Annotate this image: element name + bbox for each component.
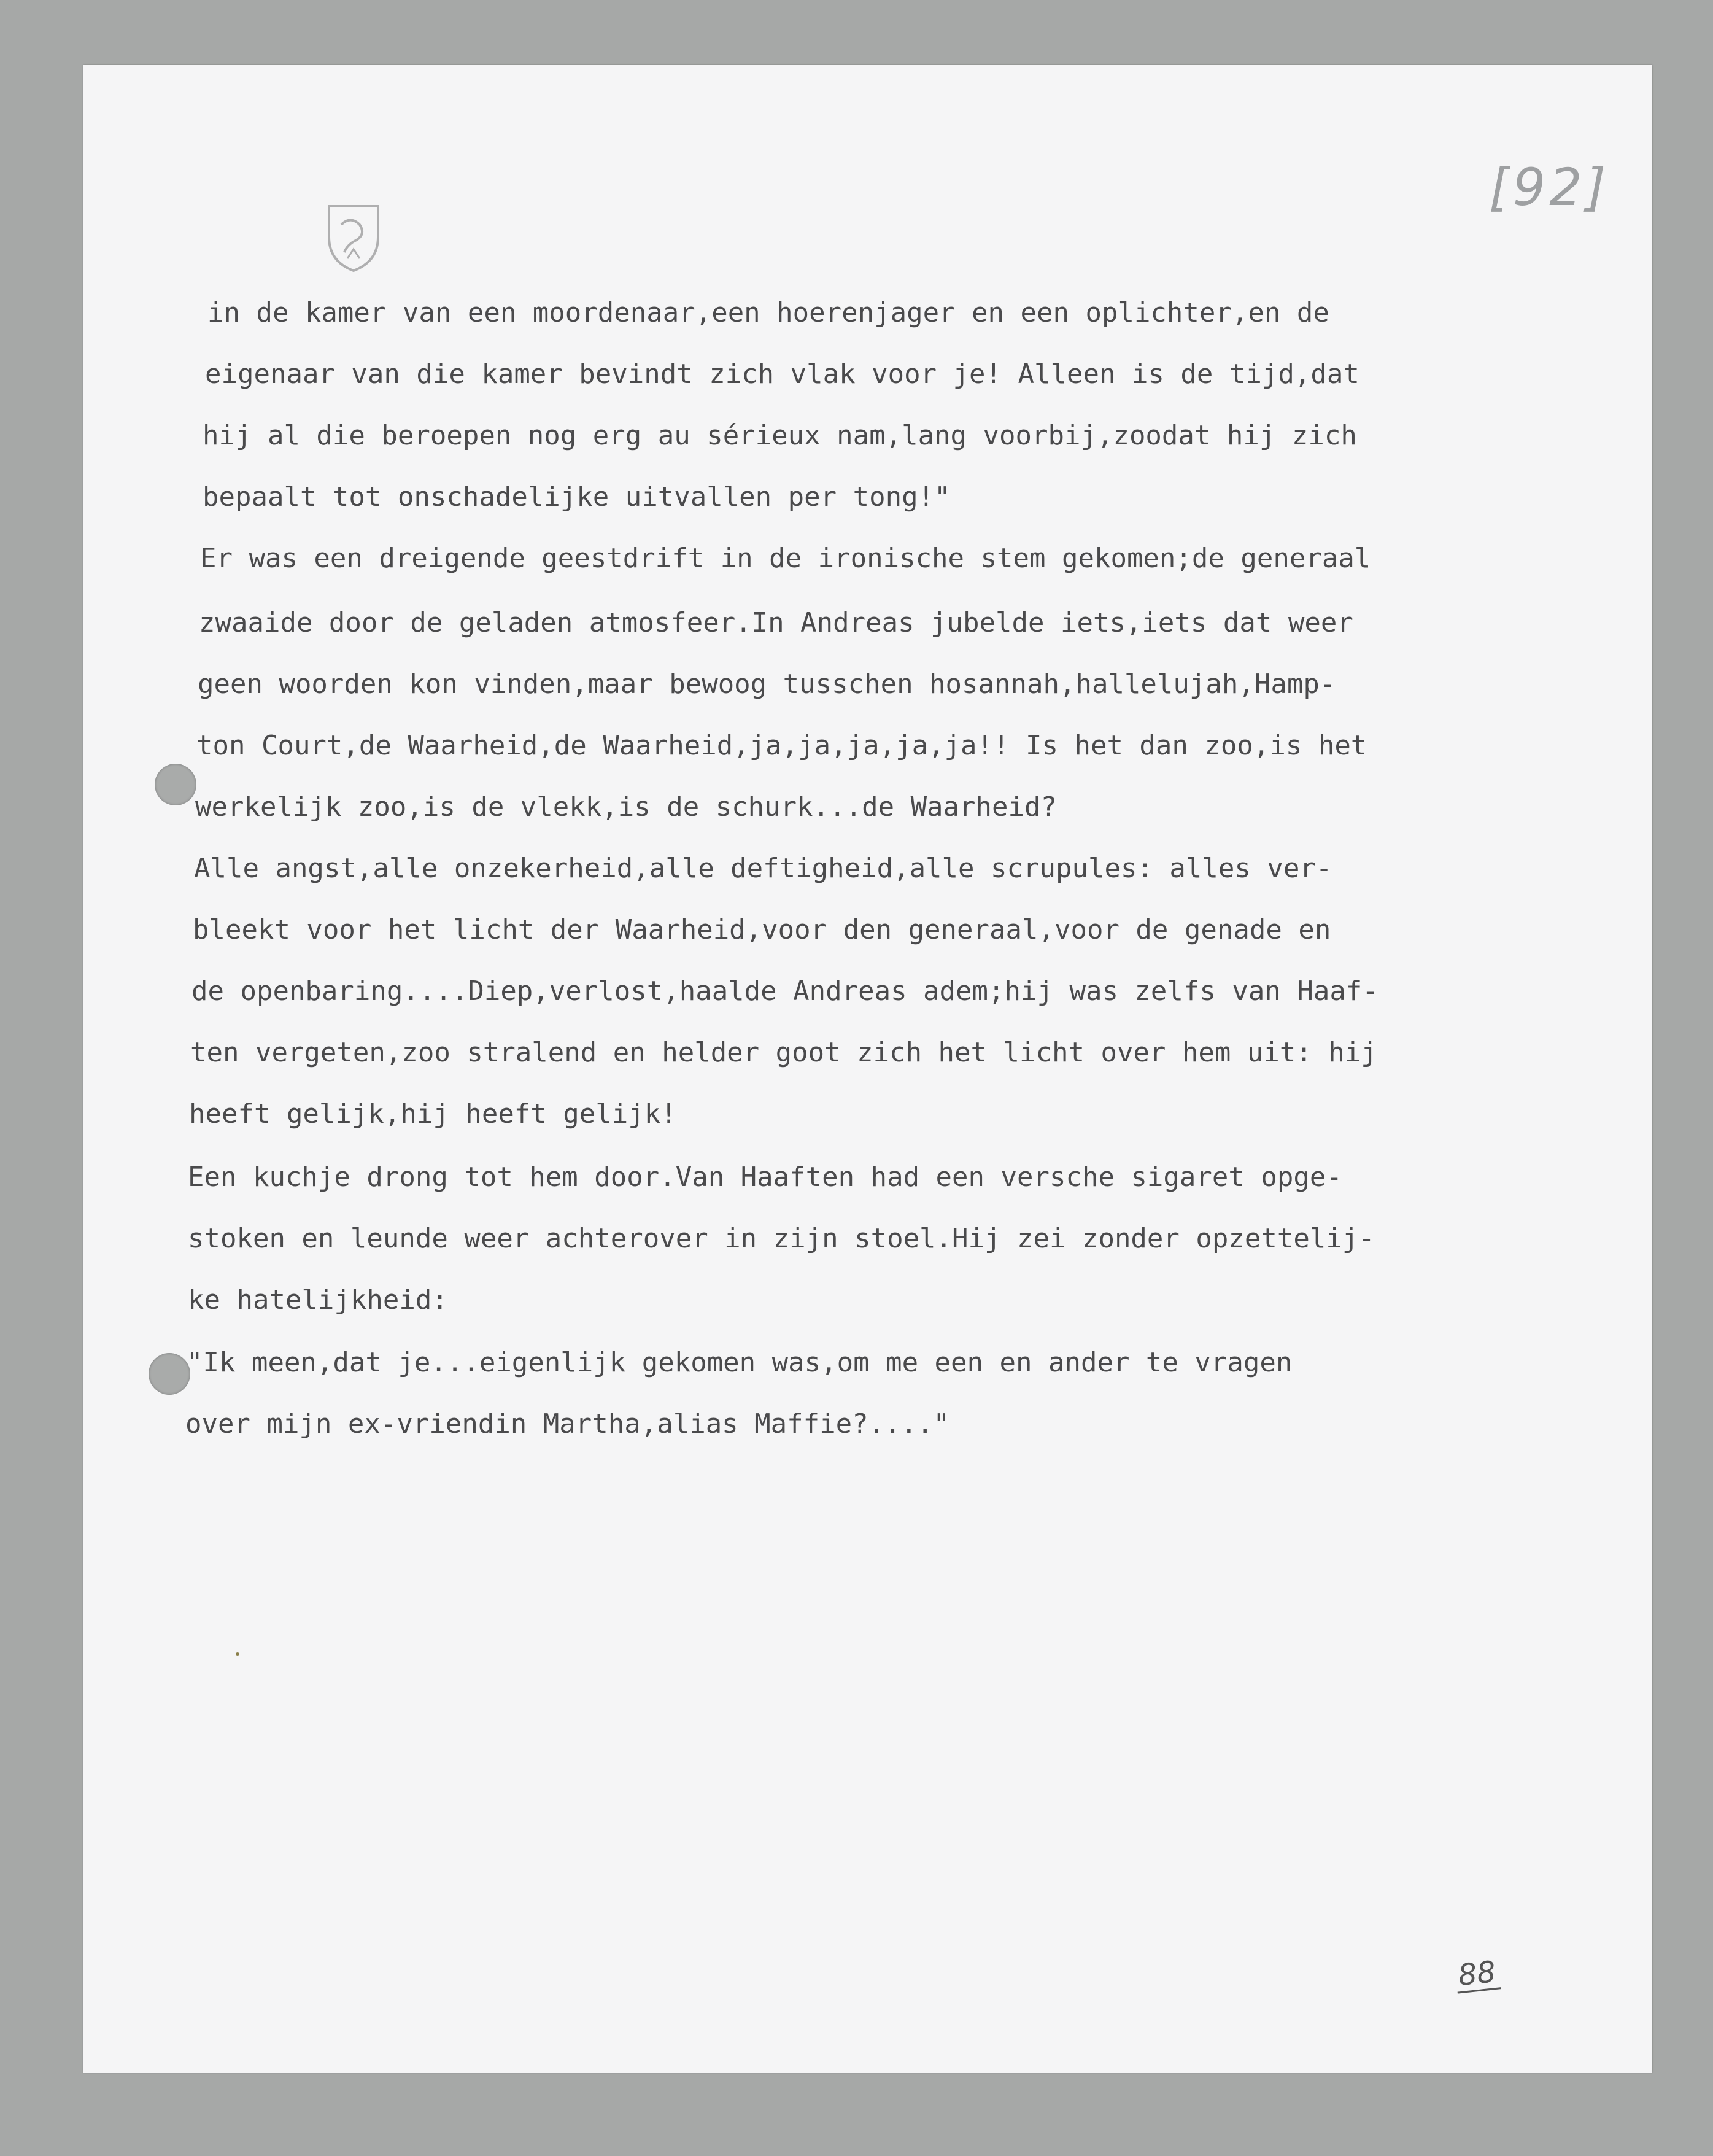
- archive-folio-number: [92]: [1489, 157, 1610, 217]
- text-line: eigenaar van die kamer bevindt zich vlak voor je! Alleen is de tijd,dat: [205, 359, 1359, 390]
- text-line: geen woorden kon vinden,maar bewoog tusschen hosannah,hallelujah,Hamp-: [198, 669, 1336, 700]
- text-line: stoken en leunde weer achterover in zijn stoel.Hij zei zonder opzettelij-: [188, 1223, 1375, 1254]
- text-line: ton Court,de Waarheid,de Waarheid,ja,ja,ja,ja,ja!! Is het dan zoo,is het: [196, 730, 1367, 761]
- page-number: 88: [1454, 1956, 1501, 1993]
- ink-speck: [236, 1652, 239, 1656]
- text-line: bleekt voor het licht der Waarheid,voor den generaal,voor de genade en: [193, 914, 1331, 945]
- text-line: bepaalt tot onschadelijke uitvallen per tong!": [203, 481, 951, 513]
- text-line: hij al die beroepen nog erg au sérieux nam,lang voorbij,zoodat hij zich: [203, 420, 1357, 451]
- text-line: Alle angst,alle onzekerheid,alle deftigheid,alle scrupules: alles ver-: [194, 853, 1332, 884]
- text-line: de openbaring....Diep,verlost,haalde Andreas adem;hij was zelfs van Haaf-: [191, 975, 1379, 1007]
- text-line: zwaaide door de geladen atmosfeer.In Andreas jubelde iets,iets dat weer: [199, 607, 1353, 638]
- punch-hole-lower: [149, 1353, 190, 1395]
- text-line: in de kamer van een moordenaar,een hoerenjager en een oplichter,en de: [207, 297, 1329, 328]
- text-line: Er was een dreigende geestdrift in de ironische stem gekomen;de generaal: [200, 543, 1371, 574]
- text-line: werkelijk zoo,is de vlekk,is de schurk...de Waarheid?: [195, 791, 1057, 823]
- text-line: heeft gelijk,hij heeft gelijk!: [189, 1098, 677, 1130]
- text-line: ke hatelijkheid:: [188, 1284, 448, 1316]
- archive-stamp-icon: [323, 200, 384, 274]
- text-line: over mijn ex-vriendin Martha,alias Maffie?....": [185, 1408, 950, 1440]
- typed-body-text: [185, 295, 1663, 1440]
- text-line: "Ik meen,dat je...eigenlijk gekomen was,om me een en ander te vragen: [187, 1347, 1293, 1378]
- text-line: Een kuchje drong tot hem door.Van Haaften had een versche sigaret opge-: [188, 1161, 1342, 1193]
- punch-hole-upper: [155, 764, 196, 805]
- text-line: ten vergeten,zoo stralend en helder goot zich het licht over hem uit: hij: [190, 1037, 1377, 1068]
